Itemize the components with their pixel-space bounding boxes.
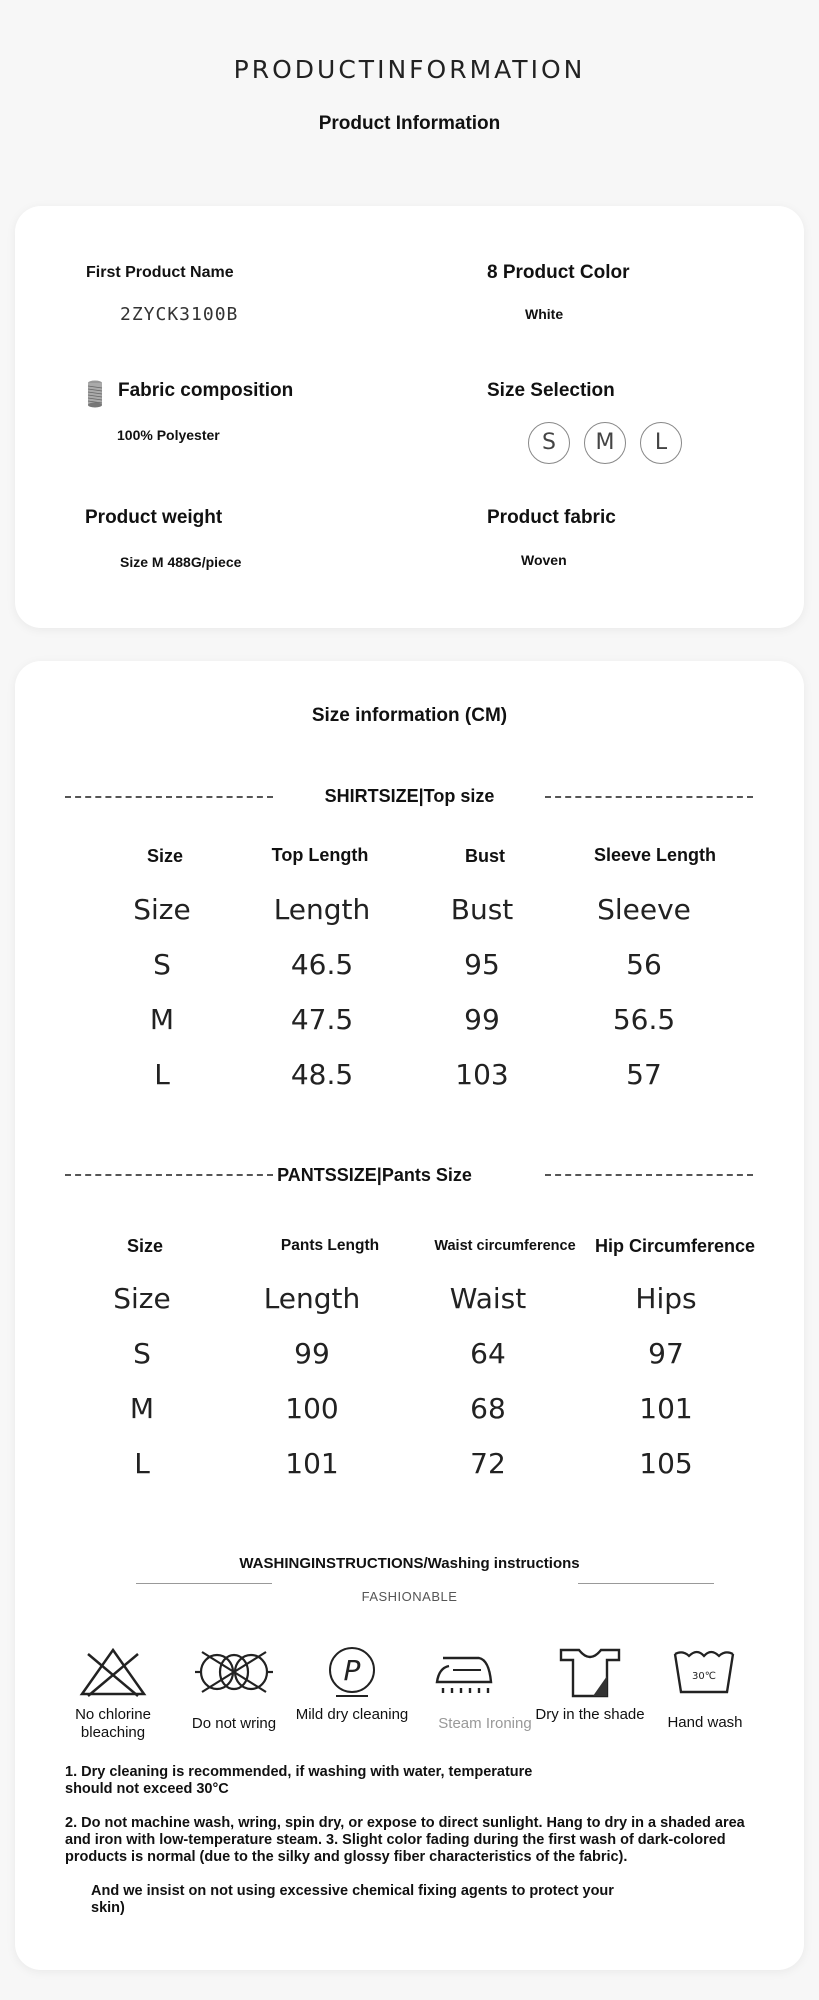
pants-header-hip: Hip Circumference: [594, 1236, 756, 1256]
product-name-label: First Product Name: [86, 264, 234, 281]
shirt-table-cell: 47.5: [290, 1003, 354, 1036]
pants-table-cell: Length: [263, 1282, 361, 1315]
thread-spool-icon: [87, 380, 103, 408]
product-info-card: [15, 206, 804, 628]
svg-text:30℃: 30℃: [692, 1671, 716, 1682]
product-fabric-label: Product fabric: [487, 507, 616, 528]
shirt-table-cell: S: [153, 948, 171, 981]
shirt-table-cell: Length: [273, 893, 371, 926]
shirt-table-cell: 56: [626, 948, 662, 981]
pants-header-length: Pants Length: [280, 1237, 380, 1254]
product-color-value: White: [525, 306, 564, 322]
washing-note-2: 2. Do not machine wash, wring, spin dry, or expose to direct sunlight. Hang to dry in a shaded area and iron with low-temperature steam. 3. Slight color fading during the first wash of dark-colored products is normal (due to the silky and glossy fiber characteristics of the fabric).: [65, 1815, 745, 1865]
pants-header-waist: Waist circumference: [434, 1238, 576, 1254]
steam-iron-icon: [433, 1646, 497, 1698]
pants-table-cell: 101: [639, 1392, 693, 1425]
mild-dry-clean-label: Mild dry cleaning: [295, 1706, 409, 1723]
dry-in-shade-label: Dry in the shade: [535, 1706, 645, 1723]
pants-table-cell: 64: [470, 1337, 506, 1370]
shirt-table-cell: Size: [133, 893, 191, 926]
hand-wash-label: Hand wash: [667, 1714, 743, 1731]
size-info-title: Size information (CM): [311, 705, 508, 726]
pants-table-cell: M: [129, 1392, 155, 1425]
pants-table-cell: S: [133, 1337, 151, 1370]
pants-size-title: PANTSSIZE|Pants Size: [277, 1165, 472, 1185]
pants-table-cell: 68: [470, 1392, 506, 1425]
pants-table-cell: 100: [285, 1392, 339, 1425]
pants-table-cell: 105: [639, 1447, 693, 1480]
do-not-wring-icon: [192, 1646, 276, 1698]
size-option-l[interactable]: L: [640, 422, 682, 464]
shirt-table-cell: 56.5: [612, 1003, 676, 1036]
product-fabric-value: Woven: [521, 552, 567, 568]
pants-table-cell: 99: [294, 1337, 330, 1370]
shirt-size-title: SHIRTSIZE|Top size: [324, 786, 495, 806]
shirt-table-cell: 57: [626, 1058, 662, 1091]
size-option-m[interactable]: M: [584, 422, 626, 464]
shirt-header-bust: Bust: [465, 846, 505, 866]
washing-subtitle: FASHIONABLE: [361, 1589, 458, 1604]
do-not-wring-label: Do not wring: [191, 1715, 277, 1732]
divider: [545, 796, 753, 798]
page-title: PRODUCTINFORMATION: [233, 55, 586, 84]
dry-in-shade-icon: [559, 1646, 621, 1698]
hand-wash-icon: [671, 1646, 737, 1698]
shirt-header-top-length: Top Length: [271, 845, 369, 865]
pants-table-cell: L: [134, 1447, 150, 1480]
no-chlorine-bleach-icon: [78, 1646, 148, 1698]
no-chlorine-label: No chlorine bleaching: [75, 1706, 151, 1741]
fabric-composition-value: 100% Polyester: [117, 427, 220, 443]
shirt-table-cell: 95: [464, 948, 500, 981]
washing-title: WASHINGINSTRUCTIONS/Washing instructions: [239, 1555, 580, 1572]
pants-table-cell: 97: [648, 1337, 684, 1370]
page-subtitle: Product Information: [318, 113, 501, 134]
pants-table-cell: Size: [113, 1282, 171, 1315]
pants-table-cell: 72: [470, 1447, 506, 1480]
shirt-table-cell: 46.5: [290, 948, 354, 981]
shirt-header-size: Size: [146, 846, 184, 866]
pants-table-cell: Hips: [635, 1282, 697, 1315]
shirt-table-cell: Bust: [450, 893, 514, 926]
steam-iron-label: Steam Ironing: [438, 1715, 532, 1732]
pants-header-size: Size: [126, 1236, 164, 1256]
shirt-header-sleeve-length: Sleeve Length: [593, 845, 717, 865]
pants-table-cell: Waist: [449, 1282, 527, 1315]
divider: [578, 1583, 714, 1584]
divider: [545, 1174, 753, 1176]
shirt-table-cell: 48.5: [290, 1058, 354, 1091]
product-color-label: 8 Product Color: [487, 262, 630, 283]
fabric-composition-label: Fabric composition: [118, 380, 294, 401]
product-weight-value: Size M 488G/piece: [120, 554, 242, 570]
shirt-table-cell: 99: [464, 1003, 500, 1036]
pants-table-cell: 101: [285, 1447, 339, 1480]
shirt-table-cell: M: [149, 1003, 175, 1036]
washing-note-3: And we insist on not using excessive chemical fixing agents to protect your skin): [91, 1883, 614, 1916]
shirt-table-cell: Sleeve: [597, 893, 691, 926]
divider: [136, 1583, 272, 1584]
product-weight-label: Product weight: [85, 507, 223, 528]
shirt-table-cell: 103: [455, 1058, 509, 1091]
size-info-card: [15, 661, 804, 1970]
svg-text:P: P: [343, 1654, 361, 1687]
shirt-table-cell: L: [154, 1058, 170, 1091]
mild-dry-clean-icon: [327, 1646, 377, 1698]
product-name-value: 2ZYCK3100B: [120, 304, 239, 325]
washing-note-1: 1. Dry cleaning is recommended, if washing with water, temperature should not exceed 30°C: [65, 1764, 533, 1797]
size-selection-label: Size Selection: [487, 380, 615, 401]
size-option-s[interactable]: S: [528, 422, 570, 464]
